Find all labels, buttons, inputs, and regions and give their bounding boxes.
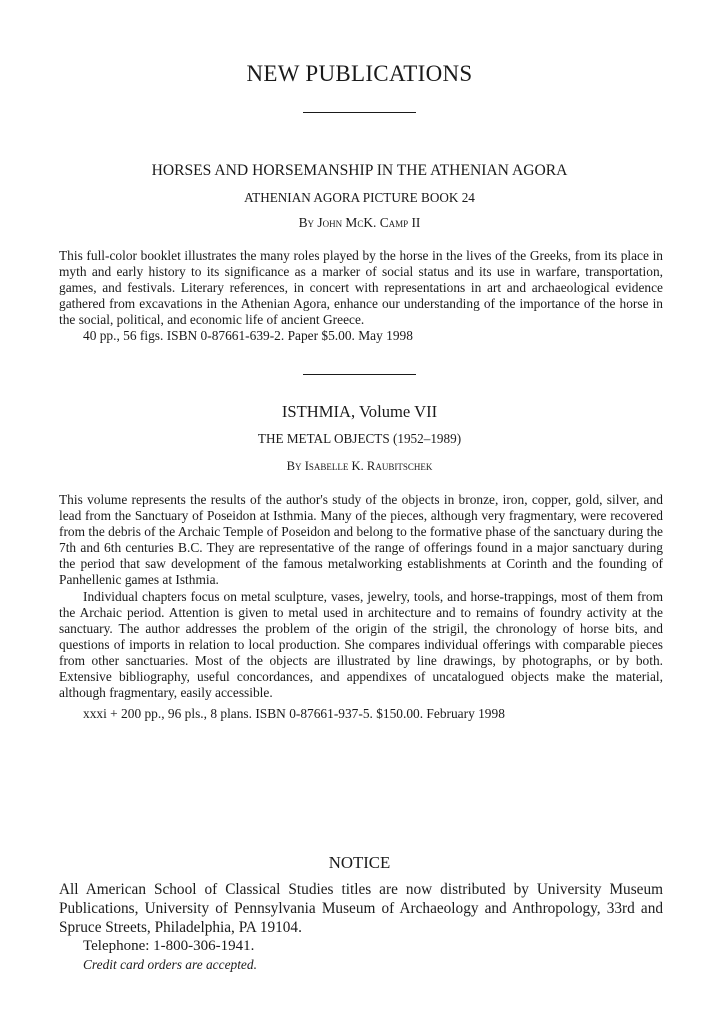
publication2-description bbox=[59, 492, 663, 701]
publication2-subtitle: THE METAL OBJECTS (1952–1989) bbox=[257, 431, 462, 446]
section-divider bbox=[303, 374, 416, 375]
publication1-title: HORSES AND HORSEMANSHIP IN THE ATHENIAN AGORA bbox=[151, 162, 568, 179]
publication2-paragraph-2: Individual chapters focus on metal sculpture, vases, jewelry, tools, and horse-trappings, most of them from the Archaic period. Attention is given to metal used in architecture and to remains of foundry activity at the sanctuary. The author addresses the problem of the origin of the strigil, the chronology of horse bits, and questions of imports in relation to local production. She compares individual offerings with comparable pieces from other sanctuaries. Most of the objects are illustrated by line drawings, by photographs, or by both. Extensive bibliography, useful concordances, and appendixes of uncatalogued objects make the material, although fragmentary, easily accessible. bbox=[59, 588, 663, 701]
publication1-description: This full-color booklet illustrates the many roles played by the horse in the lives of the Greeks, from its place in myth and early history to its significance as a marker of social status and its use in warfare, transportation, games, and festivals. Literary references, in concert with representations in art and archaeological evidence gathered from excavations in the Athenian Agora, enhance our understanding of the importance of the horse in the social, political, and economic life of ancient Greece. bbox=[59, 248, 663, 328]
notice-credit-card: Credit card orders are accepted. bbox=[83, 957, 257, 972]
page-title: NEW PUBLICATIONS bbox=[246, 61, 473, 86]
title-divider bbox=[303, 112, 416, 113]
notice-heading: NOTICE bbox=[328, 853, 391, 872]
publication1-byline: By John McK. Camp II bbox=[298, 215, 421, 230]
publication1-details: 40 pp., 56 figs. ISBN 0-87661-639-2. Paper $5.00. May 1998 bbox=[83, 328, 413, 343]
publication2-details: xxxi + 200 pp., 96 pls., 8 plans. ISBN 0-87661-937-5. $150.00. February 1998 bbox=[83, 706, 505, 721]
notice-telephone: Telephone: 1-800-306-1941. bbox=[83, 938, 255, 954]
notice-body: All American School of Classical Studies titles are now distributed by University Museum Publications, University of Pennsylvania Museum of Archaeology and Anthropology, 33rd and Spruce Streets, Philadelphia, PA 19104. bbox=[59, 881, 663, 936]
publication2-title: ISTHMIA, Volume VII bbox=[281, 402, 438, 421]
publication2-paragraph-1: This volume represents the results of the author's study of the objects in bronze, iron, copper, gold, silver, and lead from the Sanctuary of Poseidon at Isthmia. Many of the pieces, although very fragmentary, were recovered from the debris of the Archaic Temple of Poseidon and belong to the formative phase of the sanctuary during the 7th and 6th centuries B.C. They are representative of the range of offerings found in a major sanctuary during the period that saw development of the famous metalworking establishments at Corinth and the founding of Panhellenic games at Isthmia. bbox=[59, 492, 663, 588]
publication1-series: ATHENIAN AGORA PICTURE BOOK 24 bbox=[244, 190, 475, 205]
publication2-byline: By Isabelle K. Raubitschek bbox=[286, 459, 433, 473]
